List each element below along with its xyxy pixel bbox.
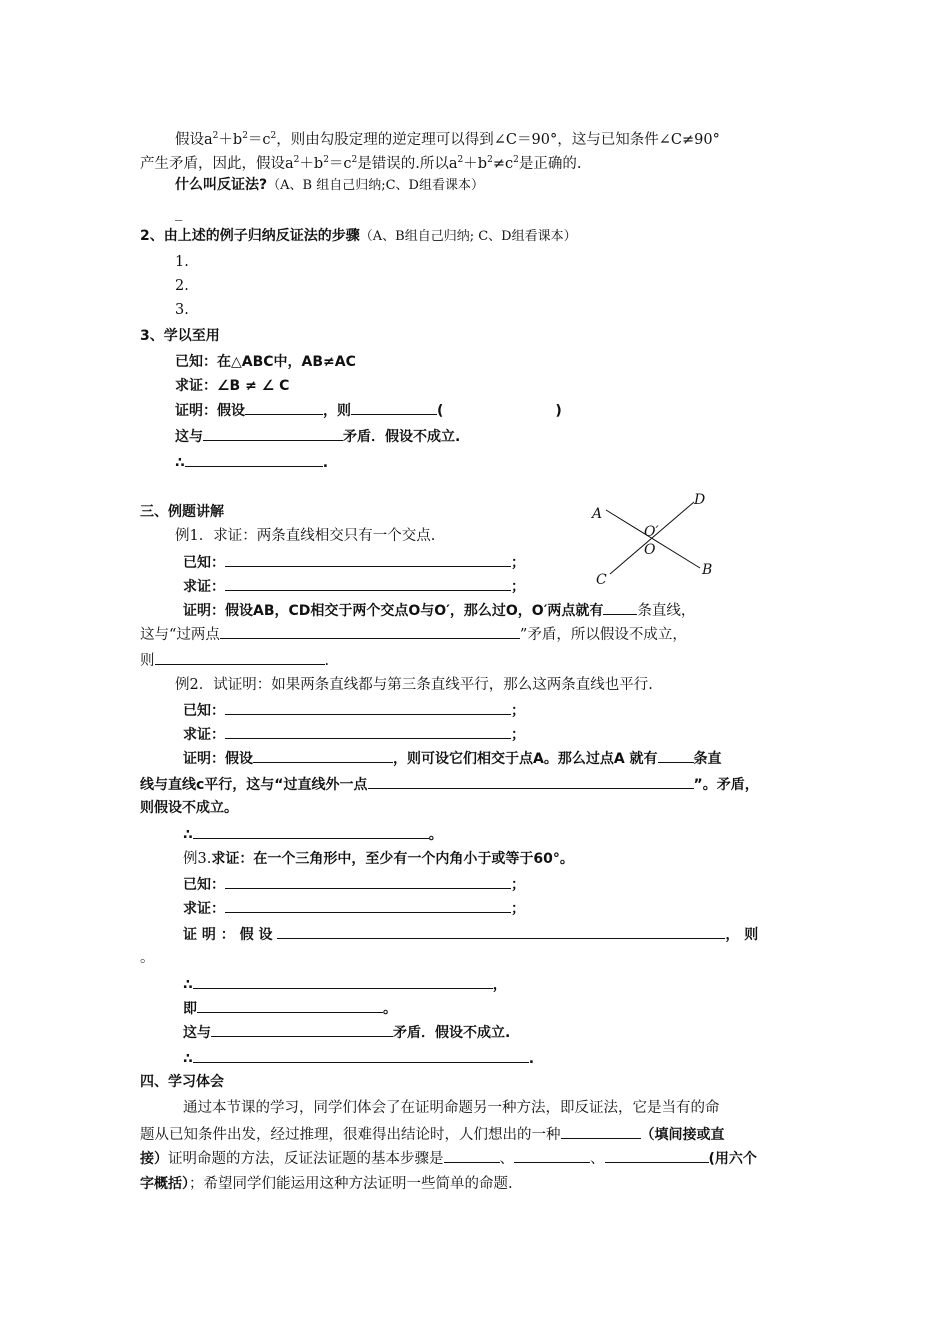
text: ； [511,727,525,743]
blank[interactable] [368,774,694,789]
text: ； [511,555,525,571]
text: 是正确的. [518,156,582,172]
blank[interactable] [253,748,393,763]
blank[interactable] [245,400,323,415]
text: ＋b [299,156,324,172]
blank[interactable] [193,974,493,989]
text: . [322,455,329,471]
superscript: 2 [323,155,329,165]
text: 求证：在一个三角形中，至少有一个内角小于或等于60°。 [211,851,574,867]
text: 矛盾．假设不成立. [343,429,461,445]
superscript: 2 [513,155,519,165]
blank[interactable] [605,1148,709,1163]
ex2-therefore [183,824,443,845]
s3-prove: 求证：∠B ≠ ∠ C [175,378,290,394]
question-text: 什么叫反证法? [175,177,268,193]
section-2-heading [140,226,577,247]
text: ( [437,403,444,419]
text: 、 [499,1151,514,1167]
text: 例3. [183,851,212,867]
blank[interactable] [220,624,520,639]
answer-blank [175,203,182,223]
label-o: O [644,542,656,558]
blank[interactable] [197,998,383,1013]
s3-contradiction [175,426,460,447]
text: 接） [140,1151,168,1167]
blank[interactable] [203,426,343,441]
ex1-known [183,552,525,573]
intersecting-lines-figure [588,488,720,588]
text: 产生矛盾，因此，假设a [140,156,294,172]
ex1-prove [183,576,525,597]
blank[interactable] [185,452,323,467]
text: ) [555,403,562,419]
section-examples-title: 三、例题讲解 [140,504,224,520]
text: ”矛盾，所以假设不成立， [519,627,687,643]
text: . [528,1051,535,1067]
text: ， 则 [725,927,759,943]
ex2-prove [183,724,525,745]
text: ”。矛盾， [693,777,759,793]
group-note: （A、B 组自己归纳;C、D组看课本） [267,178,484,193]
text: 这与“过两点 [140,627,220,643]
text: 求证： [183,579,225,595]
ex2-known [183,700,525,721]
text: 。 [428,827,443,843]
ex3-contradiction [183,1022,510,1043]
text: 字概括） [140,1176,189,1192]
label-c: C [596,572,607,588]
ex3-conclusion [183,1048,534,1069]
text: 已知： [183,555,225,571]
text: 是错误的.所以a [357,156,458,172]
section-3-title: 3、学以至用 [140,328,220,344]
superscript: 2 [242,131,248,141]
text: ＋b [463,156,488,172]
label-b: B [702,562,713,578]
blank[interactable] [225,576,511,591]
therefore-symbol: ∴ [175,455,185,471]
ex3-proof-line-2: 。 [140,950,155,966]
blank[interactable] [225,724,511,739]
superscript: 2 [212,131,219,141]
blank[interactable] [603,600,637,615]
superscript: 2 [270,131,277,141]
ex3-namely [183,998,397,1019]
reflection-line-2 [140,1124,725,1145]
text: . [324,653,330,669]
dash: _ [175,205,183,221]
text: 条直 [693,751,722,767]
superscript: 2 [351,155,358,165]
blank[interactable] [658,748,694,763]
step-1: 1. [175,254,189,270]
example-3-title [183,849,574,869]
blank[interactable] [351,400,437,415]
text: 已知： [183,877,225,893]
section-title: 2、由上述的例子归纳反证法的步骤 [140,228,360,244]
text: ； [511,877,525,893]
step-2: 2. [175,278,189,294]
blank[interactable] [225,898,511,913]
para-1-line-2 [140,150,581,174]
text: 证明命题的方法，反证法证题的基本步骤是 [168,1151,444,1167]
step-3: 3. [175,302,189,318]
s3-therefore [175,452,328,473]
text: ≠c [492,156,514,172]
blank[interactable] [155,650,325,665]
text: ； [511,901,525,917]
blank[interactable] [514,1148,590,1163]
blank[interactable] [225,700,511,715]
text: 这与 [183,1025,211,1041]
text: ＝c [328,156,352,172]
text: 证明：假设 [183,751,253,767]
text: ＝c [247,132,271,148]
text: ＋b [218,132,243,148]
example-1-title: 例1．求证：两条直线相交只有一个交点. [175,528,436,544]
text: ； [511,579,525,595]
text: ； [511,703,525,719]
label-o-prime: O′ [644,524,659,540]
label-a: A [592,506,603,522]
text: 证明：假设 [175,403,245,419]
blank[interactable] [561,1124,641,1139]
ex1-proof-line-3 [140,650,329,671]
text: 矛盾．假设不成立. [393,1025,511,1041]
section-reflection-title: 四、学习体会 [140,1074,224,1090]
therefore-symbol: ∴ [183,1051,193,1067]
ex2-proof-line-3: 则假设不成立。 [140,800,238,816]
reflection-line-4 [140,1174,513,1194]
s3-proof [175,400,562,421]
text: （填间接或直 [640,1127,725,1143]
blank[interactable] [211,1022,393,1037]
superscript: 2 [487,155,493,165]
text: 则 [140,653,155,669]
superscript: 2 [457,155,464,165]
text: 证 明 ： 假 设 [183,927,273,943]
s3-known: 已知：在△ABC中，AB≠AC [175,354,356,370]
blank[interactable] [193,824,429,839]
blank[interactable] [277,924,725,939]
ex3-prove [183,898,525,919]
text: 求证： [183,901,225,917]
ex1-proof-line-2 [140,624,687,645]
therefore-symbol: ∴ [183,827,193,843]
label-d: D [694,492,706,508]
text: ，则 [323,403,351,419]
para-1-line-1 [175,126,720,150]
text: 即 [183,1001,197,1017]
text: ， [492,977,507,993]
ex3-proof-line-1 [183,924,758,945]
text: ；希望同学们能运用这种方法证明一些简单的命题. [189,1176,513,1192]
text: 、 [590,1151,605,1167]
text: 求证： [183,727,225,743]
question-what-is [175,175,484,196]
reflection-line-1: 通过本节课的学习，同学们体会了在证明命题另一种方法，即反证法，它是当有的命 [183,1100,720,1116]
text: 。 [383,1001,397,1017]
ex2-proof-line-1 [183,748,722,769]
blank[interactable] [225,874,511,889]
group-note: （A、B组自己归纳; C、D组看课本） [359,229,577,244]
reflection-line-3 [140,1148,757,1169]
ex2-proof-line-2 [140,774,759,795]
blank[interactable] [193,1048,529,1063]
ex1-proof-line-1 [183,600,695,621]
text: 假设a [175,132,213,148]
example-2-title: 例2．试证明：如果两条直线都与第三条直线平行，那么这两条直线也平行. [175,677,653,693]
blank[interactable] [225,552,511,567]
blank[interactable] [444,1148,500,1163]
ex3-therefore [183,974,507,995]
ex3-known [183,874,525,895]
therefore-symbol: ∴ [183,977,193,993]
text: 证明：假设AB，CD相交于两个交点O与O′，那么过O，O′两点就有 [183,603,604,619]
superscript: 2 [293,155,300,165]
text: (用六个 [708,1151,757,1167]
text: ，则可设它们相交于点A。那么过点A 就有 [393,751,658,767]
text: ，则由勾股定理的逆定理可以得到∠C＝90°，这与已知条件∠C≠90° [276,132,720,148]
text: 条直线， [637,603,696,619]
text: 已知： [183,703,225,719]
text: 这与 [175,429,203,445]
text: 线与直线c平行，这与“过直线外一点 [140,777,368,793]
text: 题从已知条件出发，经过推理，很难得出结论时，人们想出的一种 [140,1127,561,1143]
